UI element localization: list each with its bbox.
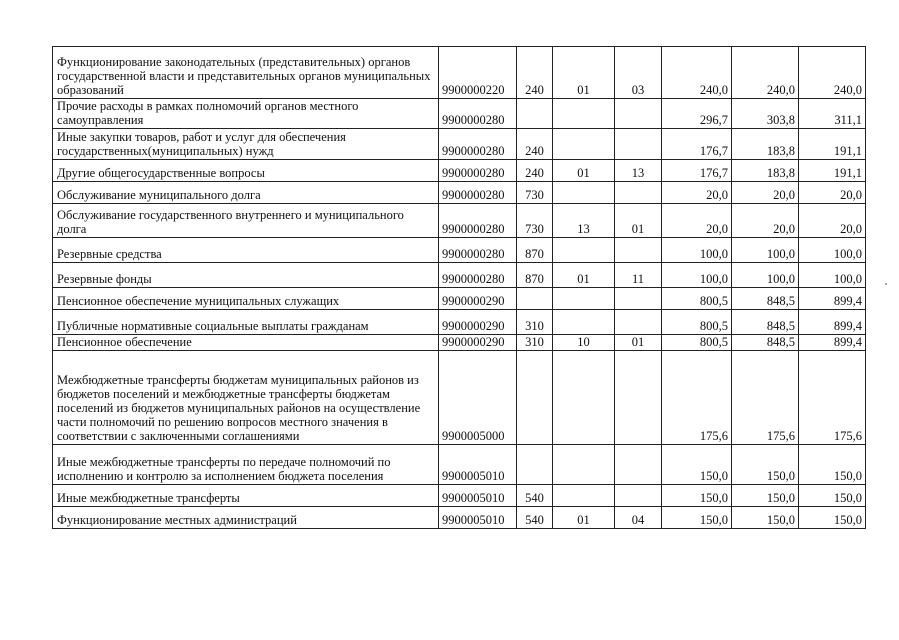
row-year2-cell: 150,0 — [732, 507, 799, 529]
row-rz-cell — [553, 182, 615, 204]
row-year1-cell: 100,0 — [662, 238, 732, 263]
row-rz-cell — [553, 485, 615, 507]
row-year2-cell: 150,0 — [732, 485, 799, 507]
row-rz-cell: 13 — [553, 204, 615, 238]
row-name-cell: Иные закупки товаров, работ и услуг для обеспечения государственных(муниципальных) нужд — [53, 129, 439, 160]
row-vr-cell: 540 — [517, 507, 553, 529]
row-year1-cell: 296,7 — [662, 99, 732, 129]
table-row — [53, 263, 866, 288]
row-name-cell: Другие общегосударственные вопросы — [53, 160, 439, 182]
row-pr-cell: 01 — [615, 335, 662, 351]
row-year1-cell: 20,0 — [662, 204, 732, 238]
row-name-cell: Обслуживание государственного внутреннего и муниципального долга — [53, 204, 439, 238]
row-code-cell: 9900000290 — [439, 310, 517, 335]
row-name-cell: Функционирование законодательных (представительных) органов государственной власти и представительных органов муниципальных образований — [53, 47, 439, 99]
row-code-cell: 9900000280 — [439, 160, 517, 182]
row-pr-cell — [615, 445, 662, 485]
row-rz-cell — [553, 445, 615, 485]
table-row — [53, 160, 866, 182]
row-vr-cell: 730 — [517, 204, 553, 238]
row-pr-cell — [615, 99, 662, 129]
row-code-cell: 9900000280 — [439, 129, 517, 160]
table-row — [53, 238, 866, 263]
table-row — [53, 182, 866, 204]
row-year2-cell: 20,0 — [732, 204, 799, 238]
row-pr-cell — [615, 238, 662, 263]
row-code-cell: 9900000280 — [439, 182, 517, 204]
row-year2-cell: 848,5 — [732, 310, 799, 335]
table-row — [53, 288, 866, 310]
row-pr-cell: 11 — [615, 263, 662, 288]
row-year3-cell: 150,0 — [799, 485, 866, 507]
row-pr-cell — [615, 129, 662, 160]
row-year1-cell: 176,7 — [662, 160, 732, 182]
table-row — [53, 335, 866, 351]
row-vr-cell — [517, 288, 553, 310]
row-year1-cell: 150,0 — [662, 485, 732, 507]
row-code-cell: 9900005000 — [439, 351, 517, 445]
row-name-cell: Пенсионное обеспечение муниципальных служащих — [53, 288, 439, 310]
row-year3-cell: 899,4 — [799, 288, 866, 310]
row-year3-cell: 100,0 — [799, 263, 866, 288]
row-year3-cell: 311,1 — [799, 99, 866, 129]
row-code-cell: 9900005010 — [439, 485, 517, 507]
row-pr-cell: 04 — [615, 507, 662, 529]
row-pr-cell — [615, 288, 662, 310]
row-code-cell: 9900000280 — [439, 204, 517, 238]
row-pr-cell: 03 — [615, 47, 662, 99]
row-year1-cell: 20,0 — [662, 182, 732, 204]
table-row — [53, 310, 866, 335]
row-year3-cell: 191,1 — [799, 129, 866, 160]
row-vr-cell: 540 — [517, 485, 553, 507]
row-year3-cell: 150,0 — [799, 507, 866, 529]
row-name-cell: Резервные средства — [53, 238, 439, 263]
row-vr-cell — [517, 99, 553, 129]
row-vr-cell: 240 — [517, 47, 553, 99]
row-year1-cell: 800,5 — [662, 288, 732, 310]
row-code-cell: 9900000280 — [439, 263, 517, 288]
row-vr-cell — [517, 445, 553, 485]
row-year1-cell: 800,5 — [662, 310, 732, 335]
row-rz-cell: 01 — [553, 507, 615, 529]
row-year1-cell: 176,7 — [662, 129, 732, 160]
scan-speck — [885, 283, 887, 285]
table-row — [53, 47, 866, 99]
row-year2-cell: 848,5 — [732, 335, 799, 351]
row-vr-cell: 310 — [517, 335, 553, 351]
row-year3-cell: 175,6 — [799, 351, 866, 445]
row-rz-cell — [553, 351, 615, 445]
row-vr-cell — [517, 351, 553, 445]
row-year2-cell: 240,0 — [732, 47, 799, 99]
row-pr-cell: 13 — [615, 160, 662, 182]
row-code-cell: 9900005010 — [439, 445, 517, 485]
row-rz-cell — [553, 99, 615, 129]
row-name-cell: Резервные фонды — [53, 263, 439, 288]
row-year2-cell: 175,6 — [732, 351, 799, 445]
row-year1-cell: 240,0 — [662, 47, 732, 99]
row-code-cell: 9900000280 — [439, 99, 517, 129]
row-vr-cell: 730 — [517, 182, 553, 204]
row-vr-cell: 870 — [517, 238, 553, 263]
row-name-cell: Прочие расходы в рамках полномочий органов местного самоуправления — [53, 99, 439, 129]
budget-table — [52, 46, 866, 529]
row-code-cell: 9900000280 — [439, 238, 517, 263]
row-year2-cell: 848,5 — [732, 288, 799, 310]
row-year1-cell: 100,0 — [662, 263, 732, 288]
row-year1-cell: 800,5 — [662, 335, 732, 351]
row-year3-cell: 100,0 — [799, 238, 866, 263]
row-year3-cell: 240,0 — [799, 47, 866, 99]
row-year2-cell: 20,0 — [732, 182, 799, 204]
row-year2-cell: 183,8 — [732, 160, 799, 182]
row-rz-cell: 01 — [553, 47, 615, 99]
row-code-cell: 9900000290 — [439, 288, 517, 310]
budget-table-body — [53, 47, 866, 529]
row-code-cell: 9900005010 — [439, 507, 517, 529]
table-row — [53, 204, 866, 238]
row-rz-cell: 01 — [553, 160, 615, 182]
table-row — [53, 485, 866, 507]
row-year2-cell: 303,8 — [732, 99, 799, 129]
row-pr-cell: 01 — [615, 204, 662, 238]
row-pr-cell — [615, 310, 662, 335]
row-name-cell: Межбюджетные трансферты бюджетам муниципальных районов из бюджетов поселений и межбюджетные трансферты бюджетам поселений из бюджетов муниципальных районов на осуществление части полномочий по решению вопросов местного значения в соответствии с заключенными соглашениями — [53, 351, 439, 445]
row-year3-cell: 20,0 — [799, 182, 866, 204]
row-vr-cell: 240 — [517, 129, 553, 160]
table-row — [53, 99, 866, 129]
row-pr-cell — [615, 182, 662, 204]
row-year2-cell: 100,0 — [732, 238, 799, 263]
row-year2-cell: 183,8 — [732, 129, 799, 160]
row-name-cell: Публичные нормативные социальные выплаты гражданам — [53, 310, 439, 335]
row-year3-cell: 191,1 — [799, 160, 866, 182]
row-year3-cell: 899,4 — [799, 335, 866, 351]
table-row — [53, 445, 866, 485]
row-vr-cell: 870 — [517, 263, 553, 288]
row-year1-cell: 150,0 — [662, 445, 732, 485]
table-row — [53, 129, 866, 160]
row-name-cell: Обслуживание муниципального долга — [53, 182, 439, 204]
row-vr-cell: 310 — [517, 310, 553, 335]
row-rz-cell: 10 — [553, 335, 615, 351]
row-rz-cell — [553, 129, 615, 160]
row-name-cell: Иные межбюджетные трансферты — [53, 485, 439, 507]
row-pr-cell — [615, 485, 662, 507]
row-rz-cell — [553, 310, 615, 335]
row-year3-cell: 20,0 — [799, 204, 866, 238]
row-rz-cell — [553, 288, 615, 310]
row-name-cell: Функционирование местных администраций — [53, 507, 439, 529]
row-name-cell: Иные межбюджетные трансферты по передаче полномочий по исполнению и контролю за исполнением бюджета поселения — [53, 445, 439, 485]
row-pr-cell — [615, 351, 662, 445]
table-row — [53, 507, 866, 529]
table-row — [53, 351, 866, 445]
row-code-cell: 9900000290 — [439, 335, 517, 351]
row-year1-cell: 150,0 — [662, 507, 732, 529]
row-rz-cell: 01 — [553, 263, 615, 288]
row-year3-cell: 899,4 — [799, 310, 866, 335]
row-year1-cell: 175,6 — [662, 351, 732, 445]
row-code-cell: 9900000220 — [439, 47, 517, 99]
row-vr-cell: 240 — [517, 160, 553, 182]
row-year2-cell: 150,0 — [732, 445, 799, 485]
row-name-cell: Пенсионное обеспечение — [53, 335, 439, 351]
row-year3-cell: 150,0 — [799, 445, 866, 485]
row-year2-cell: 100,0 — [732, 263, 799, 288]
row-rz-cell — [553, 238, 615, 263]
